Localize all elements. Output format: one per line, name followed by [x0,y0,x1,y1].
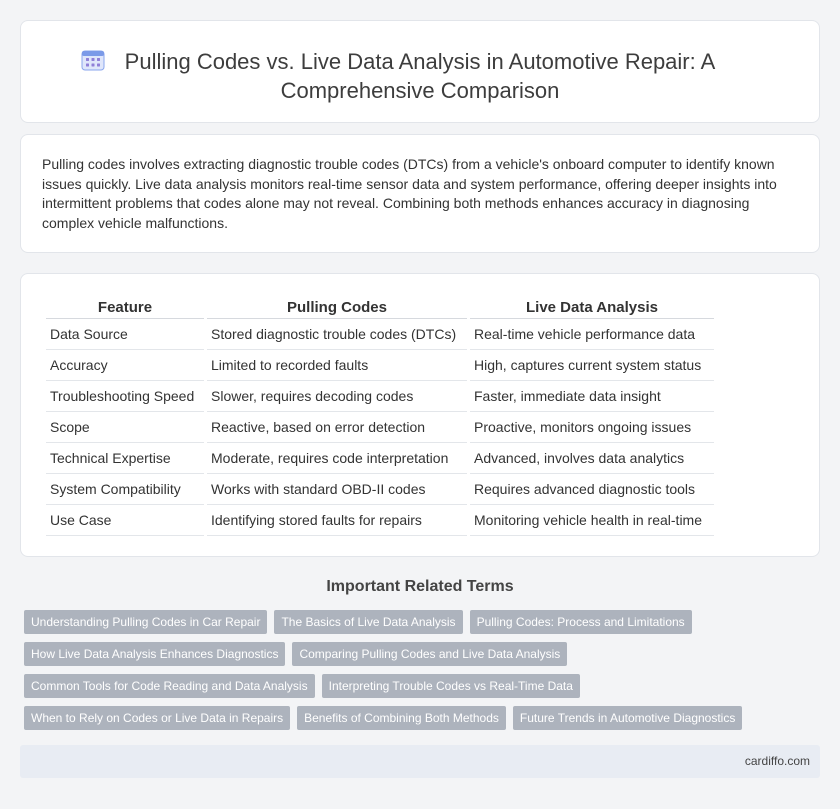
table-cell: System Compatibility [46,474,204,505]
table-cell: Requires advanced diagnostic tools [470,474,714,505]
related-term-link[interactable]: How Live Data Analysis Enhances Diagnostics [24,642,285,666]
table-cell: Proactive, monitors ongoing issues [470,412,714,443]
table-cell: Identifying stored faults for repairs [207,505,467,536]
intro-paragraph: Pulling codes involves extracting diagnostic trouble codes (DTCs) from a vehicle's onboard computer to identify known issues quickly. Live data analysis monitors real-time sensor data and system performance, offering deeper insights into intermittent problems that codes alone may not reveal. Combining both methods enhances accuracy in diagnosing complex vehicle malfunctions. [42,156,777,231]
table-cell: High, captures current system status [470,350,714,381]
related-term-link[interactable]: Pulling Codes: Process and Limitations [470,610,692,634]
table-row [46,381,714,412]
table-cell: Troubleshooting Speed [46,381,204,412]
table-header-row [46,297,714,319]
table-cell: Scope [46,412,204,443]
table-cell: Faster, immediate data insight [470,381,714,412]
table-cell: Monitoring vehicle health in real-time [470,505,714,536]
table-cell: Moderate, requires code interpretation [207,443,467,474]
intro-card [20,134,820,253]
related-term-link[interactable]: Future Trends in Automotive Diagnostics [513,706,742,730]
column-header-pulling-codes: Pulling Codes [207,297,467,319]
related-term-link[interactable]: The Basics of Live Data Analysis [274,610,462,634]
table-cell: Advanced, involves data analytics [470,443,714,474]
table-row [46,350,714,381]
column-header-live-data: Live Data Analysis [470,297,714,319]
related-term-link[interactable]: Comparing Pulling Codes and Live Data Analysis [292,642,567,666]
table-cell: Accuracy [46,350,204,381]
page-title: Pulling Codes vs. Live Data Analysis in Automotive Repair: A Comprehensive Comparison [124,49,716,103]
table-cell: Real-time vehicle performance data [470,319,714,350]
table-row [46,505,714,536]
related-terms-heading: Important Related Terms [326,578,514,595]
table-cell: Works with standard OBD-II codes [207,474,467,505]
table-cell: Data Source [46,319,204,350]
table-cell: Reactive, based on error detection [207,412,467,443]
related-term-link[interactable]: Benefits of Combining Both Methods [297,706,506,730]
table-cell: Use Case [46,505,204,536]
related-terms-list [24,610,814,738]
footer-site-link[interactable]: cardiffo.com [744,754,810,768]
header-card [20,20,820,123]
related-term-link[interactable]: Understanding Pulling Codes in Car Repair [24,610,267,634]
table-row [46,319,714,350]
table-cell: Technical Expertise [46,443,204,474]
table-cell: Slower, requires decoding codes [207,381,467,412]
comparison-table [43,297,717,536]
related-term-link[interactable]: Interpreting Trouble Codes vs Real-Time Data [322,674,580,698]
table-row [46,474,714,505]
comparison-card [20,273,820,557]
related-term-link[interactable]: When to Rely on Codes or Live Data in Repairs [24,706,290,730]
related-term-link[interactable]: Common Tools for Code Reading and Data Analysis [24,674,315,698]
footer [20,745,820,778]
table-row [46,443,714,474]
table-cell: Limited to recorded faults [207,350,467,381]
table-cell: Stored diagnostic trouble codes (DTCs) [207,319,467,350]
table-row [46,412,714,443]
column-header-feature: Feature [46,297,204,319]
